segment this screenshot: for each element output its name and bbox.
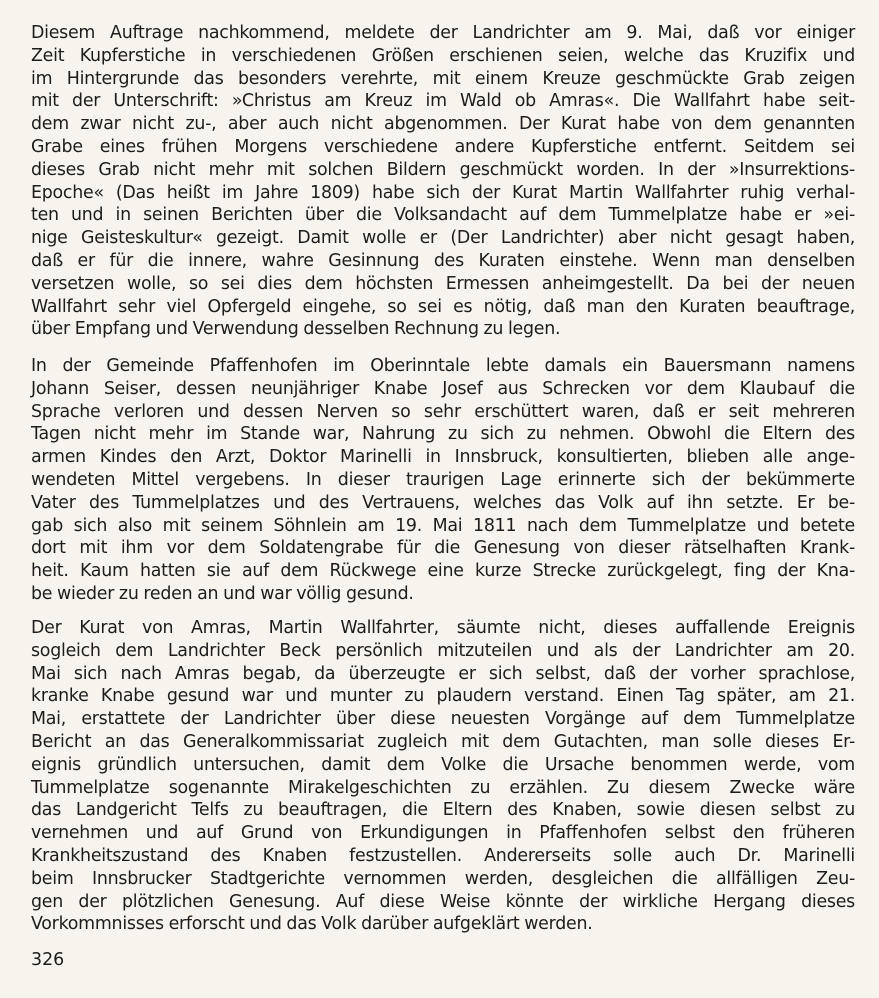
paragraph-2 [31, 355, 855, 606]
text-line: versetzen wolle, so sei dies dem höchsten Ermessen anheimgestellt. Da bei der neuen [31, 273, 855, 294]
text-line: Grabe eines frühen Morgens verschiedene andere Kupferstiche entfernt. Seitdem sei [31, 136, 855, 157]
text-line: nige Geisteskultur« gezeigt. Damit wolle er (Der Landrichter) aber nicht gesagt haben, [31, 228, 855, 249]
text-line: Mai sich nach Amras begab, da überzeugte er sich selbst, daß der vorher sprachlose, [31, 663, 855, 684]
paragraph-1 [31, 22, 855, 341]
text-line: armen Kindes den Arzt, Doktor Marinelli in Innsbruck, konsultierten, blieben alle ange- [31, 447, 855, 468]
text-line: beim Innsbrucker Stadtgerichte vernommen werden, desgleichen die allfälligen Zeu- [31, 868, 855, 889]
text-line: daß er für die innere, wahre Gesinnung des Kuraten einstehe. Wenn man denselben [31, 250, 855, 271]
text-line: Johann Seiser, dessen neunjähriger Knabe Josef aus Schrecken vor dem Klaubauf die [31, 378, 855, 399]
page-number: 326 [31, 950, 65, 970]
text-line: be wieder zu reden an und war völlig gesund. [31, 583, 414, 604]
text-line: Diesem Auftrage nachkommend, meldete der Landrichter am 9. Mai, daß vor einiger [31, 23, 855, 43]
text-line: das Landgericht Telfs zu beauftragen, die Eltern des Knaben, sowie diesen selbst zu [31, 800, 855, 821]
text-line: dort mit ihm vor dem Soldatengrabe für die Genesung von dieser rätselhaften Krank- [31, 538, 855, 559]
text-line: vernehmen und auf Grund von Erkundigungen in Pfaffenhofen selbst den früheren [31, 823, 855, 844]
text-line: heit. Kaum hatten sie auf dem Rückwege eine kurze Strecke zurückgelegt, fing der Kna- [31, 561, 855, 582]
text-line: ten und in seinen Berichten über die Volksandacht auf dem Tummelplatze habe er »ei- [31, 205, 855, 226]
text-line: dem zwar nicht zu-, aber auch nicht abgenommen. Der Kurat habe von dem genannten [31, 114, 855, 135]
text-line: Sprache verloren und dessen Nerven so sehr erschüttert waren, daß er seit mehreren [31, 401, 855, 422]
text-line: mit der Unterschrift: »Christus am Kreuz im Wald ob Amras«. Die Wallfahrt habe seit- [31, 91, 855, 112]
text-line: Krankheitszustand des Knaben festzustellen. Andererseits solle auch Dr. Marinelli [31, 845, 855, 866]
text-line: In der Gemeinde Pfaffenhofen im Oberinntale lebte damals ein Bauersmann namens [31, 356, 855, 376]
text-line: Zeit Kupferstiche in verschiedenen Größen erschienen seien, welche das Kruzifix und [31, 45, 855, 66]
paragraph-3 [31, 617, 855, 936]
text-line: gab sich also mit seinem Söhnlein am 19. Mai 1811 nach dem Tummelplatze und betete [31, 515, 855, 536]
text-line: sogleich dem Landrichter Beck persönlich mitzuteilen und als der Landrichter am 20. [31, 640, 855, 661]
text-line: Bericht an das Generalkommissariat zugleich mit dem Gutachten, man solle dieses Er- [31, 731, 855, 752]
text-line: Tagen nicht mehr im Stande war, Nahrung zu sich zu nehmen. Obwohl die Eltern des [31, 424, 855, 445]
text-line: dieses Grab nicht mehr mit solchen Bildern geschmückt worden. In der »Insurrektions- [31, 159, 855, 180]
text-line: wendeten Mittel vergebens. In dieser traurigen Lage erinnerte sich der bekümmerte [31, 469, 855, 490]
text-line: Wallfahrt sehr viel Opfergeld eingehe, so sei es nötig, daß man den Kuraten beauftrage, [31, 296, 855, 317]
text-line: Mai, erstattete der Landrichter über diese neuesten Vorgänge auf dem Tummelplatze [31, 709, 855, 730]
text-line: Der Kurat von Amras, Martin Wallfahrter, säumte nicht, dieses auffallende Ereignis [31, 618, 855, 638]
text-line: über Empfang und Verwendung desselben Rechnung zu legen. [31, 319, 561, 340]
text-line: Vater des Tummelplatzes und des Vertrauens, welches das Volk auf ihn setzte. Er be- [31, 492, 855, 513]
text-line: kranke Knabe gesund war und munter zu plaudern verstand. Einen Tag später, am 21. [31, 686, 855, 707]
text-line: eignis gründlich untersuchen, damit dem Volke die Ursache benommen werde, vom [31, 754, 855, 775]
text-line: Tummelplatze sogenannte Mirakelgeschichten zu erzählen. Zu diesem Zwecke wäre [31, 777, 855, 798]
text-line: Vorkommnisses erforscht und das Volk darüber aufgeklärt werden. [31, 914, 593, 935]
text-line: gen der plötzlichen Genesung. Auf diese Weise könnte der wirkliche Hergang dieses [31, 891, 855, 912]
text-line: im Hintergrunde das besonders verehrte, mit einem Kreuze geschmückte Grab zeigen [31, 68, 855, 89]
text-line: Epoche« (Das heißt im Jahre 1809) habe sich der Kurat Martin Wallfahrter ruhig verhal- [31, 182, 855, 203]
